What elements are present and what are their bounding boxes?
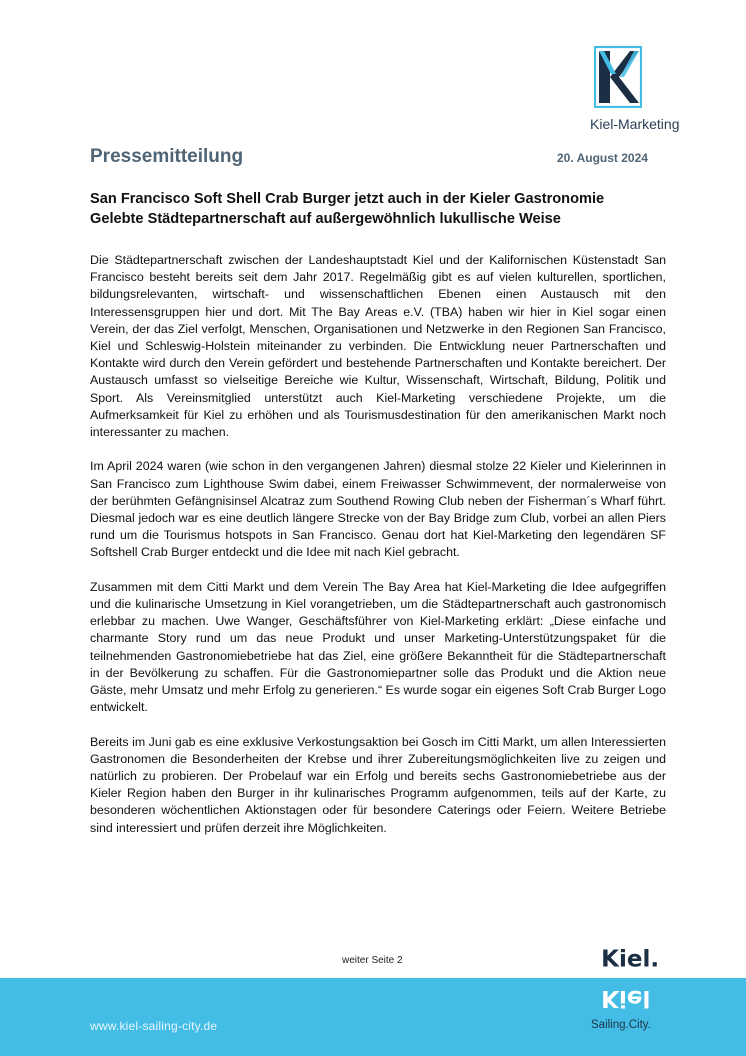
kiel-tagline: Sailing.City. bbox=[591, 1019, 651, 1031]
paragraph-3: Zusammen mit dem Citti Markt und dem Verein The Bay Area hat Kiel-Marketing die Idee aufgegriffen und die kulinarische Umsetzung in Kiel vorangetrieben, um die Städtepartnerschaft auch gastronomisch erlebbar zu machen. Uwe Wanger, Geschäftsführer von Kiel-Marketing erklärt: „Diese einfache und charmante Story rund um das neue Produkt und unser Marketing-Unterstützungspaket für die teilnehmenden Gastronomiebetriebe hat das Ziel, eine größere Bekanntheit für die Städtepartnerschaft in der Bevölkerung zu schaffen. Für die Gastronomiepartner solle das Produkt und die Aktion neue Gäste, mehr Umsatz und mehr Erfolg zu generieren.“ Es wurde sogar ein eigenes Soft Crab Burger Logo entwickelt. bbox=[90, 579, 666, 715]
svg-text:Kiel.: Kiel. bbox=[601, 946, 660, 973]
headline-line-2: Gelebte Städtepartnerschaft auf außergewöhnlich lukullische Weise bbox=[90, 211, 561, 227]
paragraph-4: Bereits im Juni gab es eine exklusive Verkostungsaktion bei Gosch im Citti Markt, um allen Interessierten Gastronomen die Besonderheiten der Krebse und ihrer Zubereitungsmöglichkeiten live zu zeigen und natürlich zu probieren. Der Probelauf war ein Erfolg und bereits sechs Gastronomiebetriebe aus der Kieler Region haben den Burger in ihr kulinarisches Programm aufgenommen, teils auf der Karte, zu besonderen wöchentlichen Aktionstagen oder für besondere Caterings oder Feiern. Weitere Betriebe sind interessiert und prüfen derzeit ihre Möglichkeiten. bbox=[90, 734, 666, 835]
page-title: Pressemitteilung bbox=[90, 146, 244, 167]
paragraph-1: Die Städtepartnerschaft zwischen der Landeshauptstadt Kiel und der Kalifornischen Küstenstadt San Francisco besteht bereits seit dem Jahr 2017. Regelmäßig gibt es auf vielen kulturellen, sportlichen, bildungsrelevanten, wirtschaft- und wissenschaftlichen Ebenen einen Austausch mit den Interessensgruppen hier und dort. Mit The Bay Areas e.V. (TBA) haben wir hier in Kiel sogar einen Verein, der das Ziel verfolgt, Menschen, Organisationen und Netzwerke in den Regionen San Francisco, Kiel und Schleswig-Holstein miteinander zu verbinden. Die Entwicklung neuer Partnerschaften und Kontakte wird durch den Verein gefördert und bestehende Partnerschaften und Kontakte bereichert. Der Austausch umfasst so vielseitige Bereiche wie Kultur, Wissenschaft, Wirtschaft, Bildung, Politik und Sport. Als Vereinsmitglied unterstützt auch Kiel-Marketing verschiedene Projekte, um die Aufmerksamkeit für Kiel zu erhöhen und als Tourismusdestination für den amerikanischen Markt noch interessanter zu machen. bbox=[90, 253, 666, 440]
footer-url-link[interactable]: www.kiel-sailing-city.de bbox=[90, 1019, 218, 1033]
kiel-marketing-logo bbox=[588, 42, 678, 138]
headline-line-1: San Francisco Soft Shell Crab Burger jetzt auch in der Kieler Gastronomie bbox=[90, 191, 605, 207]
headline bbox=[90, 189, 662, 229]
body-text bbox=[90, 252, 666, 854]
kiel-marketing-k-logo-icon bbox=[594, 46, 642, 108]
svg-text:Kiel: Kiel bbox=[601, 985, 651, 1012]
paragraph-2: Im April 2024 waren (wie schon in den vergangenen Jahren) diesmal stolze 22 Kieler und Kielerinnen in San Francisco zum Lighthouse Swim dabei, einem Freiwasser Schwimmevent, der normalerweise von der berühmten Gefängnisinsel Alcatraz zum Southend Rowing Club neben der Fisherman´s Wharf führt. Diesmal jedoch war es eine deutlich längere Strecke von der Bay Bridge zum Club, vorbei an allen Piers rund um die Tourismus hotspots in San Francisco. Genau dort hat Kiel-Marketing den legendären SF Softshell Crab Burger entdeckt und die Idee mit nach Kiel gebracht. bbox=[90, 459, 666, 560]
continued-note: weiter Seite 2 bbox=[342, 955, 403, 966]
brand-text: Kiel-Marketing bbox=[590, 116, 680, 132]
kiel-sailing-city-logo-icon bbox=[592, 945, 676, 1019]
release-date: 20. August 2024 bbox=[557, 151, 648, 165]
